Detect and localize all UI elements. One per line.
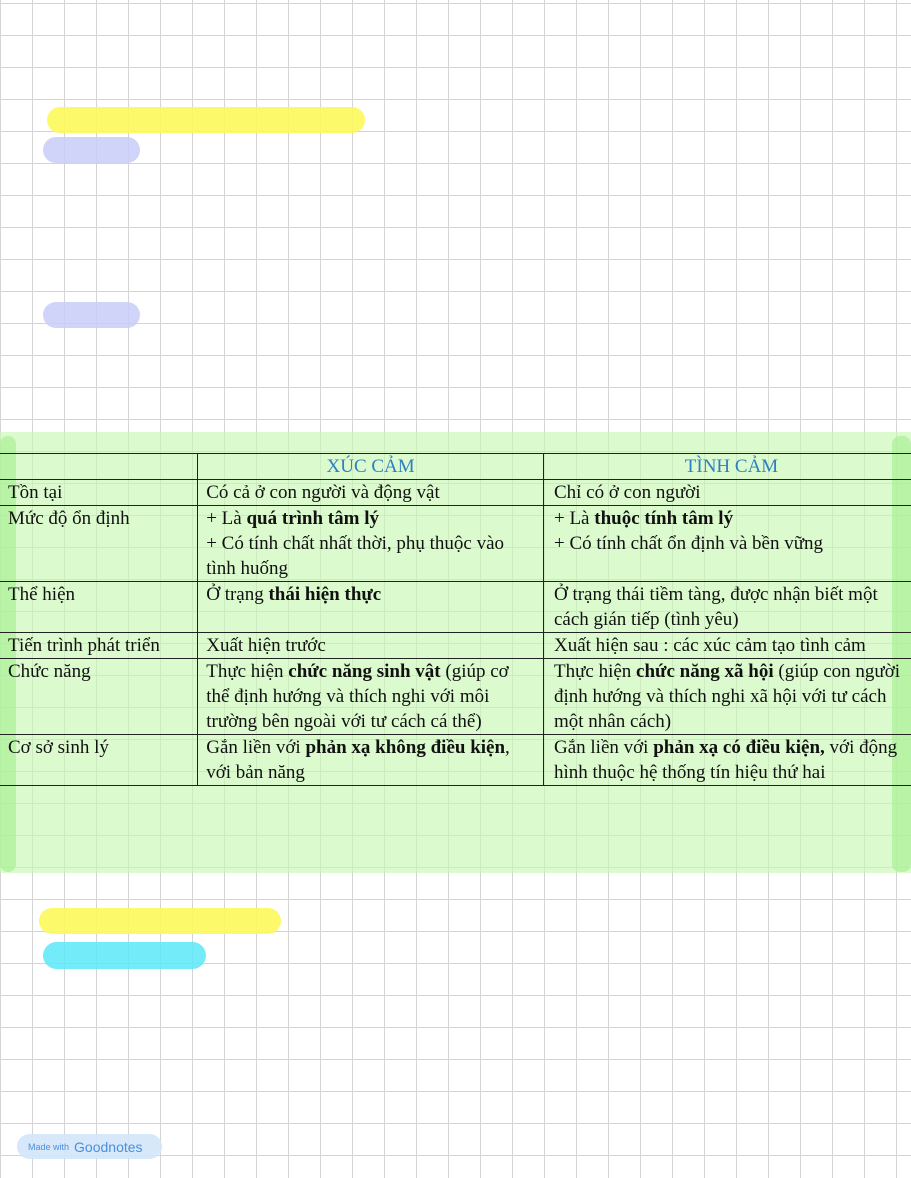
table-row — [0, 633, 911, 659]
cell-text: + Là — [553, 508, 595, 529]
table-row — [0, 735, 911, 786]
highlighter-stroke-yellow — [39, 908, 281, 934]
table-header-row — [0, 454, 911, 480]
row-label-cell: Mức độ ổn định — [0, 506, 198, 582]
highlighter-stroke-lavender — [43, 137, 140, 163]
xuc-cam-cell — [198, 480, 544, 506]
table-row — [0, 659, 911, 735]
bold-text: quá trình tâm lý — [246, 508, 379, 529]
highlighter-stroke-yellow — [47, 107, 365, 133]
cell-text: Gắn liền với — [206, 737, 306, 758]
bold-text: thái hiện thực — [268, 584, 382, 605]
cell-text: Có cả ở con người và động vật — [206, 482, 440, 503]
xuc-cam-cell — [198, 659, 544, 735]
made-with-goodnotes-badge — [17, 1134, 162, 1159]
cell-text: Thực hiện — [206, 661, 289, 682]
bold-text: chức năng xã hội — [636, 661, 774, 682]
bold-text: thuộc tính tâm lý — [594, 508, 734, 529]
badge-logo-text: Goodnotes — [74, 1138, 143, 1155]
xuc-cam-cell — [198, 735, 544, 786]
tinh-cam-cell — [543, 735, 911, 786]
table-row — [0, 506, 911, 582]
cell-text: Ở trạng — [206, 584, 269, 605]
highlighter-stroke-cyan — [43, 942, 206, 969]
cell-text: Gắn liền với — [553, 737, 654, 758]
tinh-cam-cell — [543, 480, 911, 506]
tinh-cam-cell — [543, 506, 911, 582]
row-label-cell: Cơ sở sinh lý — [0, 735, 198, 786]
cell-text: Chỉ có ở con người — [553, 482, 701, 503]
cell-text: Thực hiện — [553, 661, 637, 682]
xuc-cam-cell — [198, 633, 544, 659]
row-label-cell: Tồn tại — [0, 480, 198, 506]
row-label-cell: Tiến trình phát triển — [0, 633, 198, 659]
bold-text: phản xạ không điều kiện — [305, 737, 506, 758]
comparison-table-wrapper — [0, 453, 911, 786]
highlighter-stroke-lavender — [43, 302, 140, 328]
tinh-cam-cell — [543, 659, 911, 735]
cell-text: , với bản năng — [206, 737, 510, 783]
cell-text: + Có tính chất nhất thời, phụ thuộc vào tình huống — [206, 533, 505, 579]
cell-text: + Là — [206, 508, 247, 529]
xuc-cam-cell — [198, 582, 544, 633]
cell-text: Ở trạng thái tiềm tàng, được nhận biết một cách gián tiếp (tình yêu) — [553, 584, 878, 630]
comparison-table — [0, 453, 911, 786]
cell-text: + Có tính chất ổn định và bền vững — [553, 533, 824, 554]
cell-text: với động hình thuộc hệ thống tín hiệu thứ hai — [553, 737, 898, 783]
table-row — [0, 480, 911, 506]
header-cell-tinh-cam: TÌNH CẢM — [543, 454, 911, 480]
cell-text: Xuất hiện trước — [206, 635, 326, 656]
badge-small-text: Made with — [28, 1141, 70, 1152]
tinh-cam-cell — [543, 582, 911, 633]
cell-text: (giúp con người định hướng và thích nghi xã hội với tư cách một nhân cách) — [553, 661, 901, 732]
bold-text: chức năng sinh vật — [288, 661, 441, 682]
header-cell-empty — [0, 454, 198, 480]
cell-text: (giúp cơ thể định hướng và thích nghi với môi trường bên ngoài với tư cách cá thể) — [206, 661, 509, 732]
row-label-cell: Chức năng — [0, 659, 198, 735]
header-cell-xuc-cam: XÚC CẢM — [198, 454, 544, 480]
cell-text: Xuất hiện sau : các xúc cảm tạo tình cảm — [553, 635, 866, 656]
tinh-cam-cell — [543, 633, 911, 659]
bold-text: phản xạ có điều kiện, — [653, 737, 825, 758]
xuc-cam-cell — [198, 506, 544, 582]
row-label-cell: Thể hiện — [0, 582, 198, 633]
table-row — [0, 582, 911, 633]
